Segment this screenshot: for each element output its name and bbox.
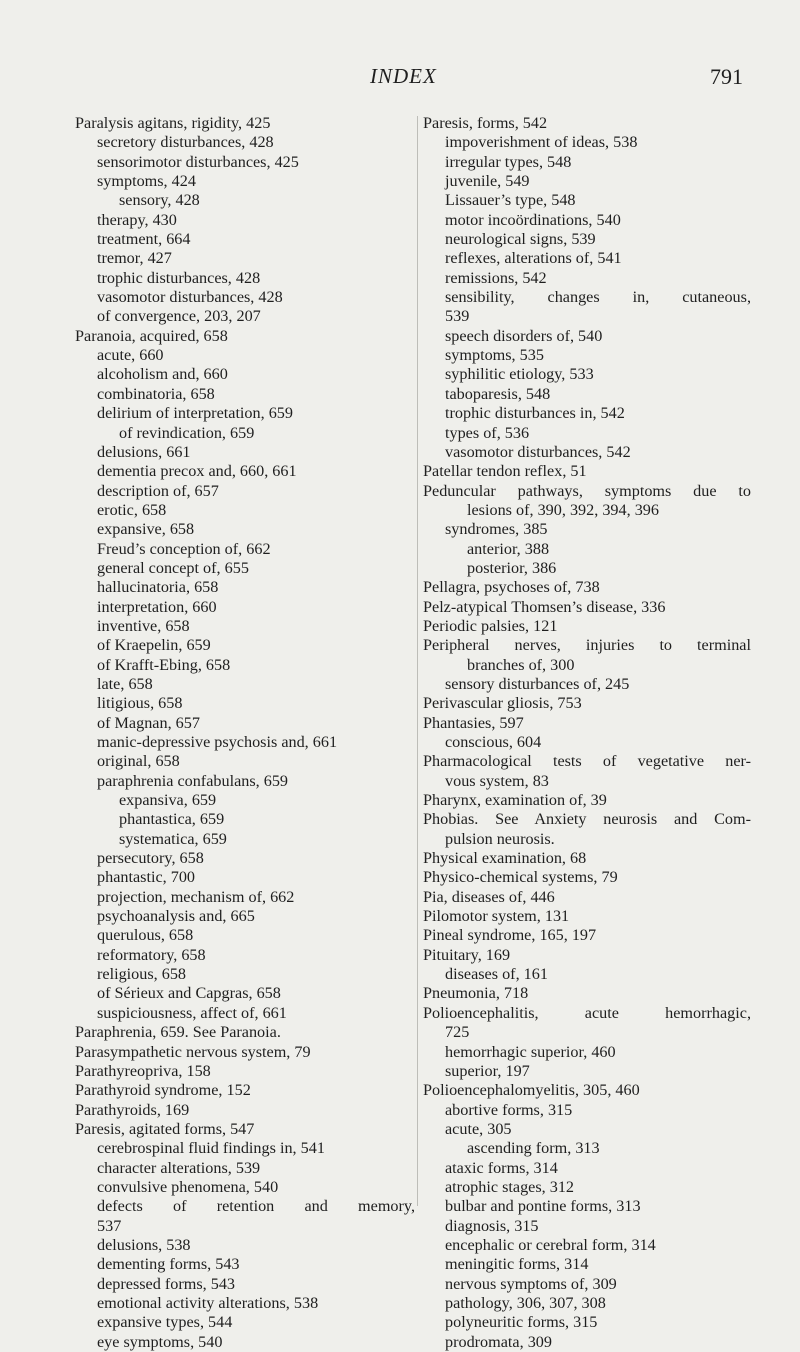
index-entry: Pharynx, examination of, 39 [423,791,607,810]
index-entry: Pellagra, psychoses of, 738 [423,578,600,597]
index-entry: speech disorders of, 540 [445,326,603,345]
index-entry: Phantasies, 597 [423,713,524,732]
index-entry: remissions, 542 [445,268,547,287]
index-entry: religious, 658 [97,965,187,984]
index-entry: character alterations, 539 [97,1158,261,1177]
index-entry: psychoanalysis and, 665 [97,907,255,926]
index-entry: posterior, 386 [467,558,557,577]
index-entry: reformatory, 658 [97,945,206,964]
index-entry: description of, 657 [97,481,219,500]
index-entry: original, 658 [97,752,180,771]
index-entry: secretory disturbances, 428 [97,133,274,152]
index-entry: of Krafft-Ebing, 658 [97,655,231,674]
index-entry: prodromata, 309 [445,1332,552,1351]
index-entry: Physical examination, 68 [423,849,587,868]
index-entry: juvenile, 549 [445,172,530,191]
index-entry: taboparesis, 548 [445,384,551,403]
index-entry: reflexes, alterations of, 541 [445,249,622,268]
index-entry: late, 658 [97,674,153,693]
index-entry: suspiciousness, affect of, 661 [97,1003,287,1022]
index-entry: eye symptoms, 540 [97,1332,223,1351]
index-entry: convulsive phenomena, 540 [97,1177,279,1196]
index-entry: of Magnan, 657 [97,713,200,732]
index-entry: Parathyroid syndrome, 152 [75,1081,251,1100]
index-entry: Paralysis agitans, rigidity, 425 [75,114,271,132]
index-entry: motor incoördinations, 540 [445,210,621,229]
index-entry: polyneuritic forms, 315 [445,1313,598,1332]
page-number: 791 [710,64,743,89]
column-divider [417,116,418,1206]
index-entry: Paranoia, acquired, 658 [75,326,228,345]
page-title: INDEX [370,64,437,88]
index-entry: general concept of, 655 [97,558,249,577]
index-entry: therapy, 430 [97,210,177,229]
index-entry: dementia precox and, 660, 661 [97,462,297,481]
index-entry: acute, 660 [97,346,164,365]
index-entry: syphilitic etiology, 533 [445,365,594,384]
index-entry: Paresis, forms, 542 [423,114,548,132]
index-entry: Parathyreopriva, 158 [75,1061,211,1080]
index-entry: vous system, 83 [445,771,549,790]
index-entry: cerebrospinal fluid findings in, 541 [97,1139,325,1158]
index-entry: phantastica, 659 [119,810,225,829]
index-entry: sensorimotor disturbances, 425 [97,152,299,171]
index-entry: diseases of, 161 [445,965,548,984]
index-entry: paraphrenia confabulans, 659 [97,771,289,790]
index-entry: dementing forms, 543 [97,1255,240,1274]
index-entry: alcoholism and, 660 [97,365,228,384]
index-entry: ascending form, 313 [467,1139,600,1158]
index-entry: anterior, 388 [467,539,550,558]
index-entry: combinatoria, 658 [97,384,215,403]
index-entry: Pia, diseases of, 446 [423,887,555,906]
index-entry: syndromes, 385 [445,520,548,539]
index-column-left [75,114,415,1352]
index-entry: Polioencephalomyelitis, 305, 460 [423,1081,640,1100]
index-entry: sensibility, changes in, cutaneous, [445,288,751,307]
index-entry: encephalic or cerebral form, 314 [445,1235,656,1254]
index-entry: Pituitary, 169 [423,945,511,964]
index-entry: delusions, 661 [97,442,191,461]
index-entry: expansive, 658 [97,520,195,539]
index-entry: defects of retention and memory, [97,1197,415,1216]
index-entry: of convergence, 203, 207 [97,307,261,326]
index-entry: depressed forms, 543 [97,1274,236,1293]
index-entry: 539 [445,307,470,326]
index-entry: Periodic palsies, 121 [423,616,558,635]
index-entry: impoverishment of ideas, 538 [445,133,638,152]
index-entry: Polioencephalitis, acute hemorrhagic, [423,1003,751,1022]
index-entry: symptoms, 424 [97,172,196,191]
index-entry: neurological signs, 539 [445,230,596,249]
index-entry: 725 [445,1023,470,1042]
index-entry: branches of, 300 [467,655,575,674]
index-entry: Pilomotor system, 131 [423,907,570,926]
index-entry: systematica, 659 [119,829,227,848]
index-entry: Parathyroids, 169 [75,1100,190,1119]
index-entry: symptoms, 535 [445,346,544,365]
index-entry: trophic disturbances in, 542 [445,404,625,423]
index-column-right [423,114,751,1352]
index-entry: irregular types, 548 [445,152,572,171]
index-entry: litigious, 658 [97,694,183,713]
index-entry: expansive types, 544 [97,1313,233,1332]
index-entry: Peripheral nerves, injuries to terminal [423,636,751,655]
index-entry: of Sérieux and Capgras, 658 [97,984,281,1003]
index-entry: Pelz-atypical Thomsen’s disease, 336 [423,597,666,616]
index-entry: vasomotor disturbances, 428 [97,288,283,307]
index-entry: phantastic, 700 [97,868,196,887]
index-entry: persecutory, 658 [97,849,204,868]
index-entry: Pharmacological tests of vegetative ner- [423,752,751,771]
index-entry: of Kraepelin, 659 [97,636,211,655]
index-entry: ataxic forms, 314 [445,1158,558,1177]
index-entry: Physico-chemical systems, 79 [423,868,618,887]
index-entry: expansiva, 659 [119,791,217,810]
index-entry: projection, mechanism of, 662 [97,887,295,906]
index-entry: Perivascular gliosis, 753 [423,694,582,713]
index-entry: tremor, 427 [97,249,172,268]
index-entry: Pneumonia, 718 [423,984,529,1003]
index-entry: conscious, 604 [445,733,542,751]
index-entry: trophic disturbances, 428 [97,268,261,287]
index-entry: manic-depressive psychosis and, 661 [97,733,338,751]
index-entry: acute, 305 [445,1119,512,1138]
index-entry: diagnosis, 315 [445,1216,539,1235]
index-entry: Freud’s conception of, 662 [97,539,271,558]
index-entry: of revindication, 659 [119,423,255,442]
index-entry: delirium of interpretation, 659 [97,404,293,423]
index-entry: Parasympathetic nervous system, 79 [75,1042,311,1061]
running-head [0,64,800,94]
index-entry: delusions, 538 [97,1235,191,1254]
index-entry: hallucinatoria, 658 [97,578,219,597]
index-entry: pathology, 306, 307, 308 [445,1293,606,1312]
index-entry: inventive, 658 [97,616,190,635]
index-entry: Lissauer’s type, 548 [445,191,576,210]
index-entry: abortive forms, 315 [445,1100,573,1119]
index-entry: sensory, 428 [119,191,200,210]
index-entry: treatment, 664 [97,230,191,249]
index-entry: emotional activity alterations, 538 [97,1293,319,1312]
index-entry: hemorrhagic superior, 460 [445,1042,616,1061]
index-entry: atrophic stages, 312 [445,1177,575,1196]
index-entry: lesions of, 390, 392, 394, 396 [467,500,659,519]
index-entry: Pineal syndrome, 165, 197 [423,926,597,945]
index-entry: sensory disturbances of, 245 [445,674,630,693]
index-entry: interpretation, 660 [97,597,217,616]
index-entry: erotic, 658 [97,500,167,519]
index-entry: querulous, 658 [97,926,194,945]
index-entry: superior, 197 [445,1061,530,1080]
index-entry: Phobias. See Anxiety neurosis and Com- [423,810,751,829]
index-entry: nervous symptoms of, 309 [445,1274,617,1293]
index-entry: bulbar and pontine forms, 313 [445,1197,641,1216]
index-entry: types of, 536 [445,423,530,442]
index-entry: Peduncular pathways, symptoms due to [423,481,751,500]
index-entry: meningitic forms, 314 [445,1255,589,1274]
index-entry: 537 [97,1216,122,1235]
index-entry: Patellar tendon reflex, 51 [423,462,587,481]
index-entry: pulsion neurosis. [445,829,555,848]
index-entry: Paraphrenia, 659. See Paranoia. [75,1023,281,1042]
index-entry: Paresis, agitated forms, 547 [75,1119,255,1138]
index-entry: vasomotor disturbances, 542 [445,442,631,461]
